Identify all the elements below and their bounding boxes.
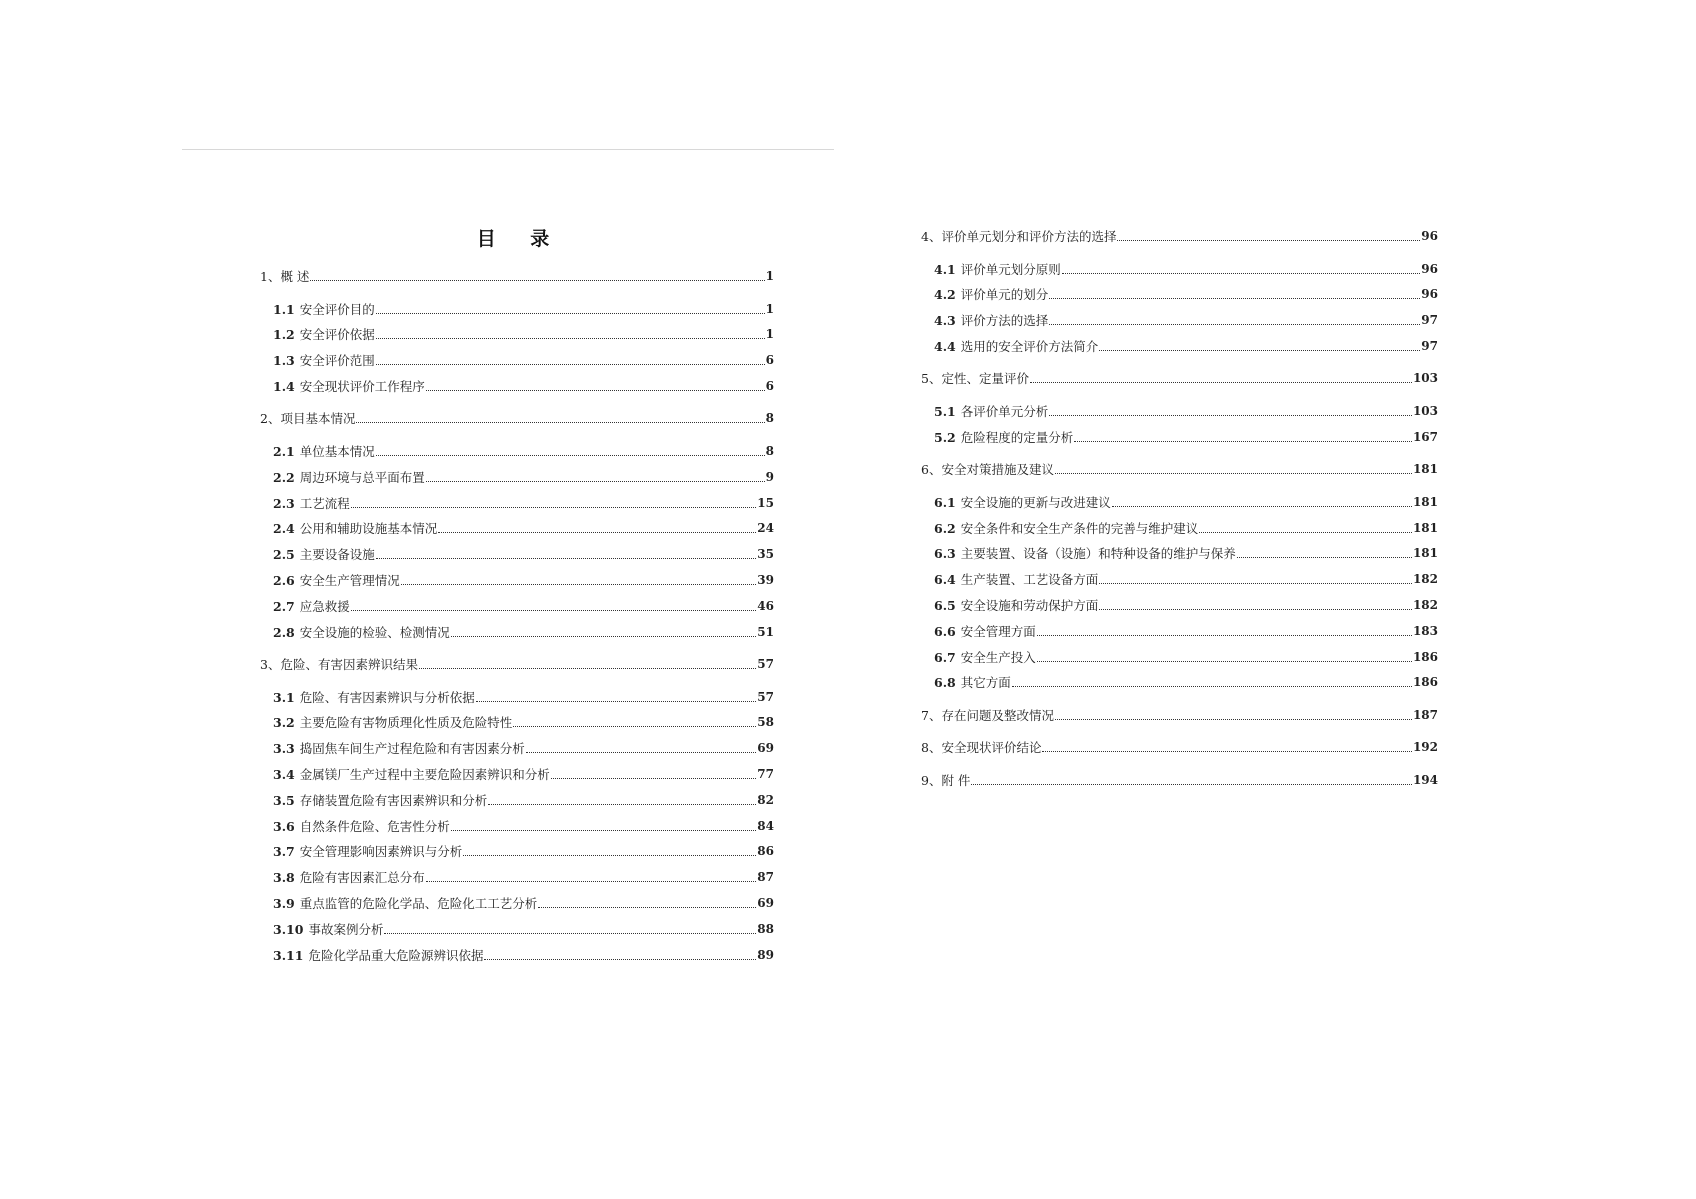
toc-entry-number: 3.6 — [273, 818, 295, 834]
toc-entry-title: 4、评价单元划分和评价方法的选择 — [921, 229, 1117, 244]
dot-leader — [419, 668, 756, 669]
dot-leader — [376, 313, 765, 314]
toc-chapter[interactable] — [260, 408, 774, 426]
toc-entry-title: 周边环境与总平面布置 — [299, 469, 425, 485]
toc-entry-label — [921, 229, 1116, 244]
toc-entry-title: 6、安全对策措施及建议 — [921, 462, 1054, 478]
dot-leader — [971, 784, 1412, 785]
toc-entry-title: 安全管理影响因素辨识与分析 — [299, 844, 463, 860]
toc-page-number: 186 — [1412, 675, 1438, 690]
toc-entry-label — [934, 624, 1036, 639]
toc-entry-number: 1.3 — [273, 353, 295, 369]
toc-page-number: 103 — [1412, 371, 1438, 386]
toc-section[interactable] — [260, 596, 774, 614]
toc-chapter[interactable] — [921, 226, 1438, 244]
toc-page-number: 194 — [1412, 772, 1438, 787]
toc-page-number: 103 — [1412, 403, 1438, 418]
toc-entry-label — [273, 715, 512, 730]
toc-page-number: 86 — [757, 844, 774, 859]
toc-page-number: 9 — [765, 469, 774, 484]
toc-entry-number: 1.4 — [273, 378, 295, 394]
toc-page-number: 181 — [1412, 462, 1438, 477]
dot-leader — [1055, 473, 1412, 474]
toc-entry-label — [273, 302, 375, 317]
toc-entry-number: 6.7 — [934, 649, 956, 665]
toc-entry-label — [934, 339, 1098, 354]
dot-leader — [451, 830, 757, 831]
dot-leader — [1117, 240, 1420, 241]
dot-leader — [1049, 298, 1420, 299]
dot-leader — [376, 455, 765, 456]
toc-section[interactable] — [921, 595, 1438, 613]
toc-page-number: 182 — [1412, 572, 1438, 587]
toc-section[interactable] — [921, 647, 1438, 665]
toc-page-number: 167 — [1412, 429, 1438, 444]
toc-section[interactable] — [260, 324, 774, 342]
toc-section[interactable] — [921, 310, 1438, 328]
toc-page-number: 24 — [757, 521, 774, 536]
toc-page-number: 77 — [757, 766, 774, 781]
toc-chapter[interactable] — [921, 459, 1438, 477]
toc-page-number: 183 — [1412, 623, 1438, 638]
dot-leader — [1042, 751, 1411, 752]
toc-entry-title: 自然条件危险、危害性分析 — [299, 818, 450, 834]
toc-entry-number: 4.3 — [934, 313, 956, 329]
dot-leader — [1049, 415, 1412, 416]
toc-entry-title: 安全评价范围 — [299, 353, 375, 369]
toc-page-number: 89 — [757, 947, 774, 962]
toc-page-number: 97 — [1421, 313, 1438, 328]
toc-entry-number: 6.1 — [934, 494, 956, 510]
toc-page-number: 69 — [757, 741, 774, 756]
toc-entry-label — [273, 599, 350, 614]
toc-entry-title: 其它方面 — [960, 675, 1011, 691]
toc-page-number: 88 — [757, 921, 774, 936]
toc-section[interactable] — [260, 622, 774, 640]
toc-entry-label — [273, 625, 450, 640]
dot-leader — [463, 855, 756, 856]
toc-page-number: 1 — [765, 327, 774, 342]
toc-entry-title: 应急救援 — [299, 598, 350, 614]
dot-leader — [351, 610, 757, 611]
toc-entry-title: 评价方法的选择 — [960, 313, 1049, 329]
toc-page-number: 51 — [757, 624, 774, 639]
toc-entry-title: 安全评价依据 — [299, 327, 375, 343]
toc-section[interactable] — [921, 543, 1438, 561]
toc-page-number: 6 — [765, 378, 774, 393]
toc-entry-title: 评价单元划分原则 — [960, 261, 1061, 277]
toc-entry-label — [273, 819, 450, 834]
toc-entry-label — [934, 546, 1236, 561]
dot-leader — [1055, 719, 1412, 720]
toc-entry-label — [921, 462, 1054, 477]
toc-section[interactable] — [260, 493, 774, 511]
toc-entry-label — [921, 708, 1054, 723]
toc-entry-label — [260, 657, 418, 672]
toc-entry-title: 3、危险、有害因素辨识结果 — [260, 657, 418, 672]
toc-chapter[interactable] — [921, 770, 1438, 788]
toc-entry-title: 安全设施的更新与改进建议 — [960, 494, 1111, 510]
toc-entry-title: 存储装置危险有害因素辨识和分析 — [299, 792, 488, 808]
dot-leader — [1199, 532, 1412, 533]
dot-leader — [1049, 324, 1420, 325]
toc-page-number: 46 — [757, 598, 774, 613]
toc-section[interactable] — [921, 284, 1438, 302]
toc-entry-number: 4.2 — [934, 287, 956, 303]
toc-section[interactable] — [260, 816, 774, 834]
toc-page-number: 57 — [757, 657, 774, 671]
toc-section[interactable] — [921, 672, 1438, 690]
toc-entry-label — [934, 262, 1061, 277]
toc-section[interactable] — [921, 621, 1438, 639]
dot-leader — [401, 584, 757, 585]
toc-page-number: 84 — [757, 818, 774, 833]
toc-page-number: 192 — [1412, 740, 1438, 755]
toc-page-number: 8 — [765, 411, 774, 426]
toc-section[interactable] — [260, 376, 774, 394]
toc-entry-label — [934, 650, 1036, 665]
toc-entry-label — [273, 496, 350, 511]
toc-entry-number: 4.1 — [934, 261, 956, 277]
toc-entry-label — [273, 547, 375, 562]
toc-entry-number: 3.2 — [273, 715, 295, 731]
toc-page-number: 6 — [765, 353, 774, 368]
toc-page-number: 1 — [765, 269, 774, 283]
toc-entry-label — [273, 896, 537, 911]
toc-entry-title: 安全设施的检验、检测情况 — [299, 624, 450, 640]
toc-entry-title: 各评价单元分析 — [960, 403, 1049, 419]
toc-entry-title: 安全设施和劳动保护方面 — [960, 597, 1099, 613]
toc-section[interactable] — [921, 401, 1438, 419]
toc-section[interactable] — [260, 841, 774, 859]
dot-leader — [526, 752, 757, 753]
toc-entry-number: 2.6 — [273, 572, 295, 588]
toc-entry-title: 主要危险有害物质理化性质及危险特性 — [299, 715, 513, 731]
toc-entry-label — [273, 470, 425, 485]
toc-entry-number: 1.2 — [273, 327, 295, 343]
toc-entry-label — [273, 793, 487, 808]
toc-entry-number: 3.9 — [273, 895, 295, 911]
dot-leader — [1037, 661, 1412, 662]
toc-entry-label — [934, 430, 1073, 445]
dot-leader — [513, 726, 756, 727]
toc-page-number: 96 — [1421, 287, 1438, 302]
toc-entry-number: 6.5 — [934, 597, 956, 613]
toc-entry-number: 3.11 — [273, 947, 304, 963]
toc-entry-number: 6.6 — [934, 623, 956, 639]
toc-entry-title: 7、存在问题及整改情况 — [921, 707, 1054, 723]
toc-entry-label — [273, 353, 375, 368]
toc-entry-label — [273, 379, 425, 394]
toc-entry-number: 4.4 — [934, 338, 956, 354]
toc-entry-number: 5.1 — [934, 403, 956, 419]
toc-entry-title: 安全管理方面 — [960, 623, 1036, 639]
toc-entry-number: 3.8 — [273, 870, 295, 886]
toc-entry-title: 8、安全现状评价结论 — [921, 740, 1042, 756]
toc-section[interactable] — [260, 518, 774, 536]
header-rule — [182, 149, 834, 150]
dot-leader — [1062, 273, 1421, 274]
toc-section[interactable] — [260, 712, 774, 730]
toc-entry-label — [934, 495, 1111, 510]
toc-entry-number: 3.3 — [273, 741, 295, 757]
toc-entry-label — [934, 598, 1098, 613]
toc-entry-label — [273, 327, 375, 342]
toc-entry-number: 2.4 — [273, 521, 295, 537]
toc-entry-number: 6.2 — [934, 520, 956, 536]
dot-leader — [384, 933, 756, 934]
toc-entry-title: 捣固焦车间生产过程危险和有害因素分析 — [299, 741, 525, 757]
dot-leader — [310, 280, 764, 281]
toc-entry-number: 3.4 — [273, 766, 295, 782]
dot-leader — [1099, 609, 1412, 610]
dot-leader — [476, 701, 757, 702]
dot-leader — [1099, 350, 1420, 351]
toc-entry-title: 安全现状评价工作程序 — [299, 378, 425, 394]
toc-entry-label — [273, 521, 437, 536]
toc-entry-number: 2.1 — [273, 443, 295, 459]
toc-page-number: 58 — [757, 715, 774, 730]
toc-page-number: 87 — [757, 870, 774, 885]
toc-page-number: 15 — [757, 495, 774, 510]
toc-entry-title: 安全评价目的 — [299, 301, 375, 317]
toc-entry-title: 2、项目基本情况 — [260, 411, 356, 427]
toc-section[interactable] — [260, 467, 774, 485]
toc-entry-number: 2.8 — [273, 624, 295, 640]
toc-section[interactable] — [260, 790, 774, 808]
toc-entry-title: 危险化学品重大危险源辨识依据 — [308, 947, 484, 963]
toc-chapter[interactable] — [921, 705, 1438, 723]
toc-entry-number: 3.5 — [273, 792, 295, 808]
toc-entry-title: 安全生产管理情况 — [299, 572, 400, 588]
toc-entry-title: 金属镁厂生产过程中主要危险因素辨识和分析 — [299, 766, 550, 782]
toc-section[interactable] — [921, 492, 1438, 510]
toc-entry-number: 3.10 — [273, 921, 304, 937]
toc-page-number: 181 — [1412, 546, 1438, 561]
toc-section[interactable] — [260, 299, 774, 317]
toc-entry-title: 重点监管的危险化学品、危险化工工艺分析 — [299, 895, 538, 911]
toc-page-number: 96 — [1421, 261, 1438, 276]
dot-leader — [1112, 506, 1412, 507]
toc-entry-label — [273, 690, 475, 705]
toc-page-number: 8 — [765, 443, 774, 458]
dot-leader — [551, 778, 757, 779]
toc-entry-label — [273, 870, 425, 885]
toc-page-number: 1 — [765, 301, 774, 316]
dot-leader — [356, 422, 764, 423]
toc-section[interactable] — [260, 687, 774, 705]
toc-page-number: 181 — [1412, 520, 1438, 535]
toc-entry-title: 事故案例分析 — [308, 921, 384, 937]
toc-entry-title: 主要装置、设备（设施）和特种设备的维护与保养 — [960, 546, 1236, 562]
toc-entry-label — [934, 572, 1098, 587]
toc-entry-title: 公用和辅助设施基本情况 — [299, 521, 438, 537]
dot-leader — [1037, 635, 1412, 636]
toc-chapter[interactable] — [921, 737, 1438, 755]
toc-section[interactable] — [260, 441, 774, 459]
toc-section[interactable] — [260, 919, 774, 937]
dot-leader — [438, 532, 756, 533]
toc-entry-label — [260, 269, 309, 284]
toc-entry-number: 3.1 — [273, 689, 295, 705]
toc-entry-title: 选用的安全评价方法简介 — [960, 338, 1099, 354]
toc-page-number: 82 — [757, 792, 774, 807]
toc-entry-label — [934, 313, 1048, 328]
toc-page-number: 69 — [757, 895, 774, 910]
toc-chapter[interactable] — [260, 266, 774, 284]
toc-page-number: 182 — [1412, 597, 1438, 612]
toc-section[interactable] — [260, 867, 774, 885]
toc-entry-label — [934, 404, 1048, 419]
toc-entry-title: 评价单元的划分 — [960, 287, 1049, 303]
toc-title: 目 录 — [476, 228, 564, 250]
toc-section[interactable] — [921, 569, 1438, 587]
toc-entry-number: 2.3 — [273, 495, 295, 511]
toc-entry-number: 2.2 — [273, 469, 295, 485]
toc-page-number: 187 — [1412, 707, 1438, 722]
dot-leader — [426, 481, 765, 482]
toc-entry-number: 2.7 — [273, 598, 295, 614]
toc-entry-label — [273, 948, 483, 963]
toc-entry-title: 危险有害因素汇总分布 — [299, 870, 425, 886]
toc-entry-title: 工艺流程 — [299, 495, 350, 511]
toc-page-number: 186 — [1412, 649, 1438, 664]
toc-entry-number: 6.4 — [934, 572, 956, 588]
dot-leader — [488, 804, 756, 805]
dot-leader — [376, 338, 765, 339]
dot-leader — [426, 881, 757, 882]
toc-entry-label — [273, 741, 525, 756]
toc-entry-number: 2.5 — [273, 547, 295, 563]
dot-leader — [451, 636, 757, 637]
dot-leader — [376, 364, 765, 365]
toc-entry-label — [273, 767, 550, 782]
toc-page-number: 39 — [757, 572, 774, 587]
toc-entry-title: 生产装置、工艺设备方面 — [960, 572, 1099, 588]
toc-entry-title: 5、定性、定量评价 — [921, 371, 1029, 387]
toc-entry-label — [934, 521, 1198, 536]
dot-leader — [351, 507, 757, 508]
dot-leader — [426, 390, 765, 391]
dot-leader — [1099, 583, 1412, 584]
toc-section[interactable] — [260, 350, 774, 368]
toc-entry-title: 安全条件和安全生产条件的完善与维护建议 — [960, 520, 1199, 536]
toc-section[interactable] — [921, 427, 1438, 445]
toc-entry-number: 1.1 — [273, 301, 295, 317]
dot-leader — [484, 959, 756, 960]
toc-entry-title: 1、概 述 — [260, 269, 310, 284]
toc-section[interactable] — [921, 336, 1438, 354]
toc-page-number: 57 — [757, 689, 774, 704]
dot-leader — [1237, 557, 1412, 558]
toc-page-number: 97 — [1421, 338, 1438, 353]
toc-section[interactable] — [260, 893, 774, 911]
dot-leader — [1012, 686, 1412, 687]
toc-section[interactable] — [921, 518, 1438, 536]
toc-entry-title: 主要设备设施 — [299, 547, 375, 563]
toc-section[interactable] — [260, 738, 774, 756]
toc-section[interactable] — [921, 259, 1438, 277]
toc-section[interactable] — [260, 764, 774, 782]
toc-section[interactable] — [260, 544, 774, 562]
toc-chapter[interactable] — [921, 368, 1438, 386]
toc-entry-label — [273, 922, 383, 937]
toc-entry-label — [934, 287, 1048, 302]
toc-page-number: 35 — [757, 547, 774, 562]
toc-section[interactable] — [260, 945, 774, 963]
toc-entry-label — [921, 773, 970, 788]
toc-section[interactable] — [260, 570, 774, 588]
toc-page-number: 181 — [1412, 494, 1438, 509]
toc-entry-label — [921, 740, 1041, 755]
toc-entry-label — [921, 371, 1029, 386]
dot-leader — [1030, 382, 1412, 383]
toc-entry-title: 单位基本情况 — [299, 443, 375, 459]
toc-entry-label — [934, 675, 1011, 690]
toc-entry-label — [273, 444, 375, 459]
toc-entry-title: 危险程度的定量分析 — [960, 429, 1074, 445]
toc-page-number: 96 — [1421, 229, 1438, 243]
toc-entry-number: 5.2 — [934, 429, 956, 445]
toc-entry-label — [260, 411, 355, 426]
toc-entry-title: 9、附 件 — [921, 772, 971, 788]
toc-entry-title: 安全生产投入 — [960, 649, 1036, 665]
toc-entry-number: 6.3 — [934, 546, 956, 562]
toc-entry-label — [273, 844, 462, 859]
toc-entry-title: 危险、有害因素辨识与分析依据 — [299, 689, 475, 705]
toc-chapter[interactable] — [260, 654, 774, 672]
dot-leader — [1074, 441, 1412, 442]
toc-entry-number: 3.7 — [273, 844, 295, 860]
dot-leader — [538, 907, 756, 908]
toc-entry-number: 6.8 — [934, 675, 956, 691]
dot-leader — [376, 558, 757, 559]
toc-entry-label — [273, 573, 400, 588]
